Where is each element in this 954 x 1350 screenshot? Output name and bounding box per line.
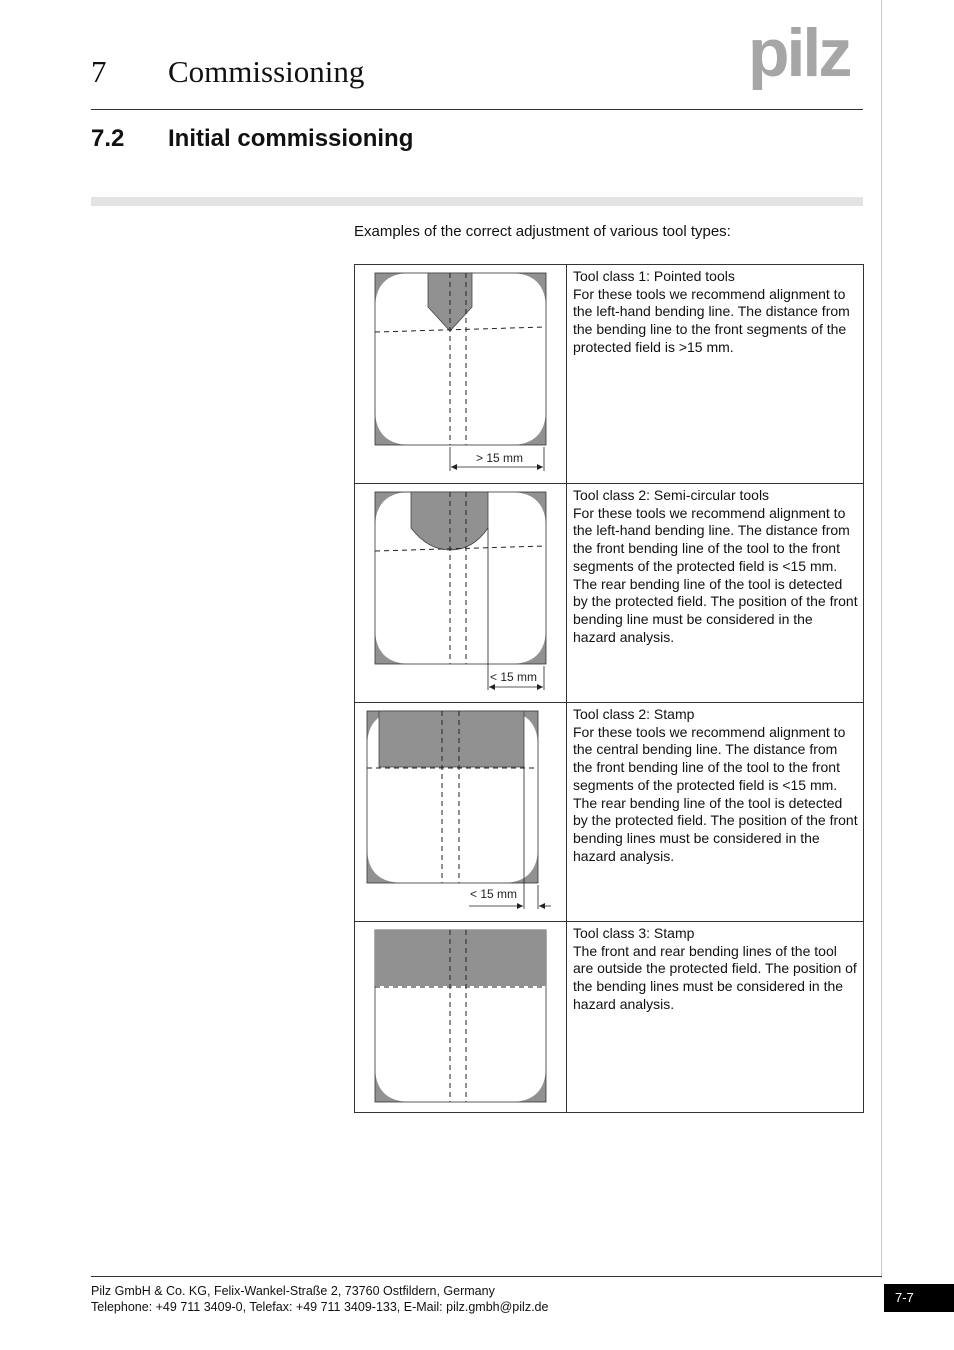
page-margin-rule — [881, 0, 882, 1278]
tool-class-description: The front and rear bending lines of the tool are outside the protected field. The position of the bending lines must be considered in the hazard analysis. — [573, 942, 857, 1012]
stamp-outside-field-diagram — [355, 922, 566, 1112]
tool-description-cell — [567, 484, 864, 703]
tool-class-table — [354, 264, 864, 1113]
dimension-label: < 15 mm — [490, 670, 538, 684]
semi-circular-tool-diagram — [355, 484, 566, 702]
tool-class-description: For these tools we recommend alignment to the central bending line. The distance from the front bending line of the tool to the front segments of the protected field is <15 mm. The rear bending line of the tool is detected by the protected field. The position of the front bending lines must be considered in the hazard analysis. — [573, 723, 858, 864]
header-rule — [91, 109, 863, 110]
tool-description-cell — [567, 922, 864, 1113]
section-divider-bar — [91, 197, 863, 206]
dimension-label: < 15 mm — [470, 887, 518, 901]
tool-figure — [355, 265, 567, 484]
table-row — [355, 265, 864, 484]
stamp-tool — [375, 930, 546, 986]
section-title: Initial commissioning — [168, 125, 414, 152]
dimension-label: > 15 mm — [476, 451, 524, 465]
logo-text: pilz — [748, 26, 850, 91]
chapter-title: Commissioning — [168, 54, 365, 89]
footer-contact: Telephone: +49 711 3409-0, Telefax: +49 711 3409-133, E-Mail: pilz.gmbh@pilz.de — [91, 1300, 549, 1314]
chapter-number: 7 — [91, 54, 107, 89]
tool-description-cell — [567, 265, 864, 484]
tool-figure — [355, 922, 567, 1113]
table-row — [355, 922, 864, 1113]
tool-class-title: Tool class 2: Semi-circular tools — [573, 487, 770, 503]
intro-text: Examples of the correct adjustment of various tool types: — [354, 223, 731, 240]
tool-class-description: For these tools we recommend alignment to the left-hand bending line. The distance from the bending line to the front segments of the protected field is >15 mm. — [573, 285, 850, 355]
pilz-logo — [748, 26, 865, 96]
tool-description-cell — [567, 703, 864, 922]
tool-figure — [355, 703, 567, 922]
section-number: 7.2 — [91, 125, 125, 152]
table-row — [355, 484, 864, 703]
footer-rule — [91, 1276, 882, 1277]
tool-class-title: Tool class 3: Stamp — [573, 925, 695, 941]
tool-figure — [355, 484, 567, 703]
tool-class-title: Tool class 2: Stamp — [573, 706, 695, 722]
pointed-tool-diagram — [355, 265, 566, 483]
table-row — [355, 703, 864, 922]
footer-address: Pilz GmbH & Co. KG, Felix-Wankel-Straße 2, 73760 Ostfildern, Germany — [91, 1284, 495, 1298]
tool-class-description: For these tools we recommend alignment to the left-hand bending line. The distance from the front bending line of the tool to the front segments of the protected field is <15 mm. The rear bending line of the tool is detected by the protected field. The position of the front bending line must be considered in the hazard analysis. — [573, 504, 858, 645]
stamp-tool-diagram — [355, 703, 566, 921]
tool-class-title: Tool class 1: Pointed tools — [573, 268, 735, 284]
page-number: 7-7 — [895, 1290, 914, 1305]
stamp-tool — [379, 711, 524, 767]
